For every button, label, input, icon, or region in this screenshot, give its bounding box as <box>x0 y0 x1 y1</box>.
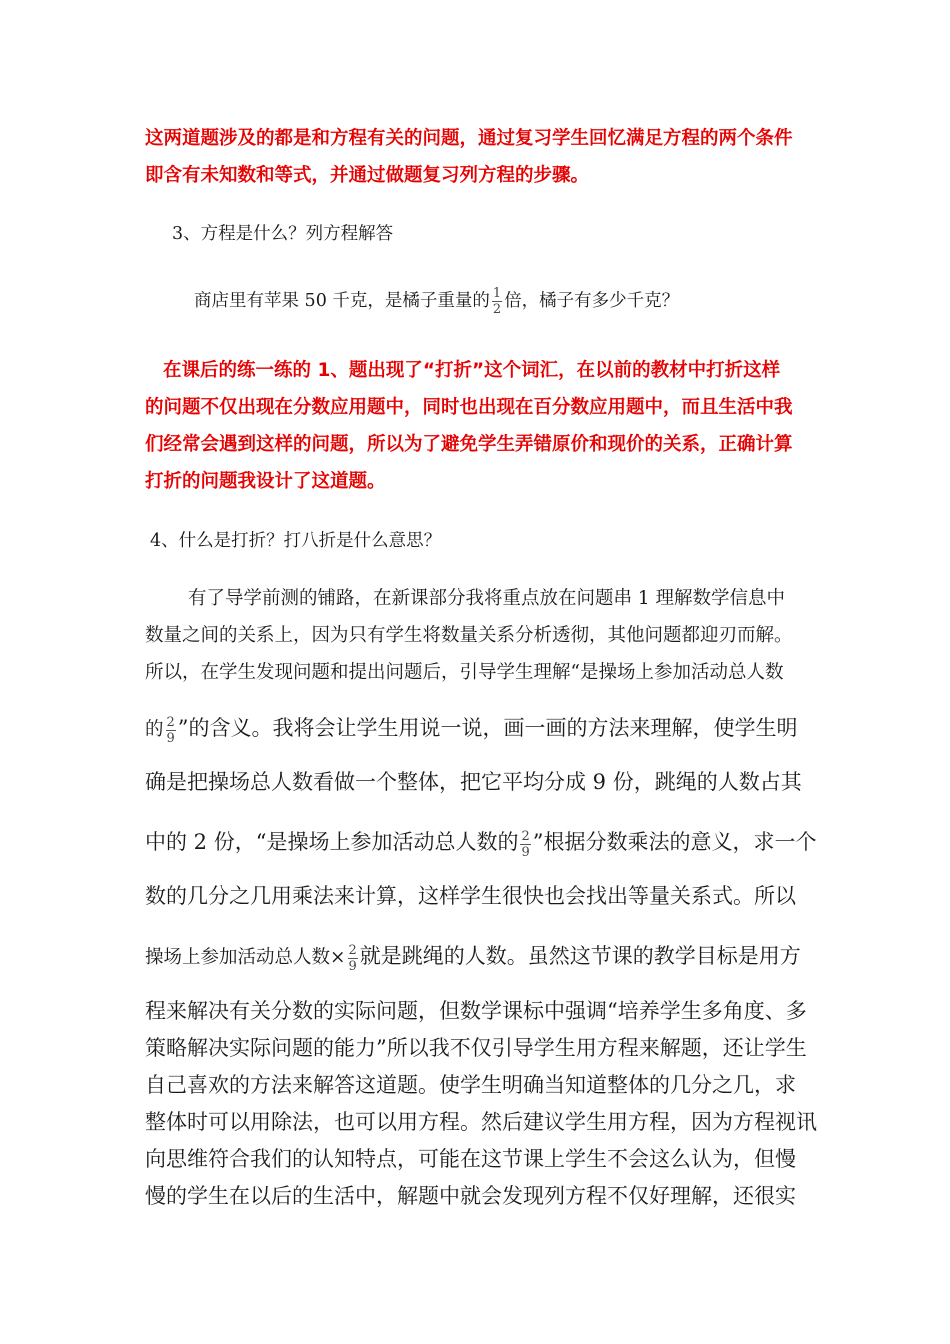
fraction-denominator: 9 <box>521 844 530 860</box>
paragraph-line-10: 策略解决实际问题的能力”所以我不仅引导学生用方程来解题，还让学生 <box>145 1036 807 1060</box>
fraction-two-ninths <box>520 829 530 860</box>
paragraph-line-5: 确是把操场总人数看做一个整体，把它平均分成 9 份，跳绳的人数占其 <box>145 770 802 794</box>
line-8-pre: 操场上参加活动总人数× <box>145 947 346 968</box>
commentary-2-line-3: 们经常会遇到这样的问题，所以为了避免学生弄错原价和现价的关系，正确计算 <box>145 434 793 455</box>
paragraph-line-9: 程来解决有关分数的实际问题，但数学课标中强调“培养学生多角度、多 <box>145 999 807 1023</box>
paragraph-line-6 <box>145 826 816 860</box>
question-3-title: 3、方程是什么？列方程解答 <box>172 224 394 244</box>
paragraph-line-2: 数量之间的关系上，因为只有学生将数量关系分析透彻，其他问题都迎刃而解。 <box>145 625 793 646</box>
paragraph-line-7: 数的几分之几用乘法来计算，这样学生很快也会找出等量关系式。所以 <box>145 884 796 908</box>
fraction-numerator: 2 <box>521 828 530 844</box>
commentary-1-line-2: 即含有未知数和等式，并通过做题复习列方程的步骤。 <box>145 165 590 186</box>
paragraph-line-4 <box>145 712 798 746</box>
commentary-1-line-1: 这两道题涉及的都是和方程有关的问题，通过复习学生回忆满足方程的两个条件 <box>145 128 793 149</box>
fraction-numerator: 1 <box>492 286 502 301</box>
commentary-2-line-2: 的问题不仅出现在分数应用题中，同时也出现在百分数应用题中，而且生活中我 <box>145 397 793 418</box>
paragraph-line-13: 向思维符合我们的认知特点，可能在这节课上学生不会这么认为，但慢 <box>145 1147 796 1171</box>
fraction-one-half <box>492 286 502 317</box>
paragraph-line-8 <box>145 940 801 974</box>
question-3-problem <box>194 286 679 317</box>
fraction-two-ninths <box>166 715 176 746</box>
fraction-denominator: 2 <box>492 302 502 317</box>
paragraph-line-12: 整体时可以用除法，也可以用方程。然后建议学生用方程，因为方程视讯 <box>145 1110 817 1134</box>
paragraph-line-11: 自己喜欢的方法来解答这道题。使学生明确当知道整体的几分之几，求 <box>145 1073 796 1097</box>
fraction-two-ninths <box>348 943 358 974</box>
fraction-numerator: 2 <box>166 714 175 730</box>
paragraph-line-1: 有了导学前测的铺路，在新课部分我将重点放在问题串 1 理解数学信息中 <box>188 588 786 609</box>
commentary-2-line-1: 在课后的练一练的 1、题出现了“打折”这个词汇，在以前的教材中打折这样 <box>163 360 781 381</box>
paragraph-line-14: 慢的学生在以后的生活中，解题中就会发现列方程不仅好理解，还很实 <box>145 1184 796 1208</box>
line-4-pre: 的 <box>145 719 164 740</box>
commentary-2-line-4: 打折的问题我设计了这道题。 <box>145 471 386 492</box>
fraction-numerator: 2 <box>348 942 357 958</box>
line-8-post: 就是跳绳的人数。虽然这节课的教学目标是用方 <box>359 944 801 968</box>
fraction-denominator: 9 <box>348 958 357 974</box>
problem-text-post: 倍，橘子有多少千克？ <box>504 291 680 311</box>
line-6-pre: 中的 2 份，“是操场上参加活动总人数的 <box>145 830 519 854</box>
fraction-denominator: 9 <box>166 730 175 746</box>
line-6-post: ”根据分数乘法的意义，求一个 <box>532 830 817 854</box>
question-4-title: 4、什么是打折？打八折是什么意思？ <box>150 531 442 551</box>
line-4-post: ”的含义。我将会让学生用说一说，画一画的方法来理解，使学生明 <box>177 716 798 740</box>
paragraph-line-3: 所以，在学生发现问题和提出问题后，引导学生理解“是操场上参加活动总人数 <box>145 662 784 683</box>
problem-text-pre: 商店里有苹果 50 千克，是橘子重量的 <box>194 291 490 311</box>
